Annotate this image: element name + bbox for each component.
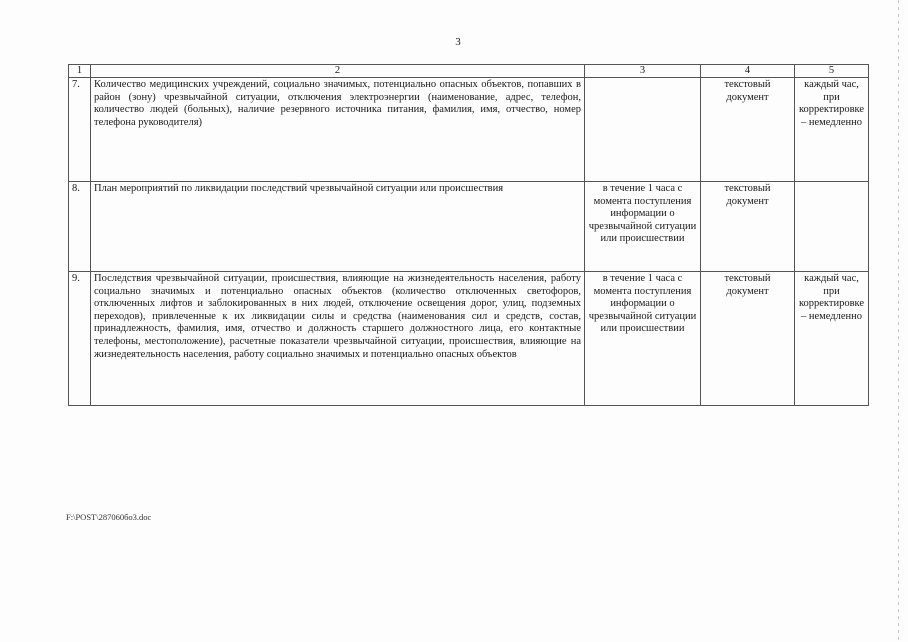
row-number: 8.: [69, 182, 91, 272]
table-row: [69, 182, 869, 272]
table-header-row: [69, 65, 869, 78]
row-description: Количество медицинских учреждений, социально значимых, потенциально опасных объектов, попавших в район (зону) чрезвычайной ситуации, отключения электроэнергии (наименование, адрес, телефон, количество людей (больных), наличие резервного источника питания, фамилия, имя, отчество, номер телефона руководителя): [91, 78, 585, 182]
header-cell-4: 4: [701, 65, 795, 78]
row-form: текстовый документ: [701, 78, 795, 182]
row-number: 9.: [69, 272, 91, 406]
report-table: [68, 64, 869, 406]
row-time: в течение 1 часа с момента поступления информации о чрезвычайной ситуации или происшествии: [585, 182, 701, 272]
header-cell-5: 5: [795, 65, 869, 78]
row-description: План мероприятий по ликвидации последствий чрезвычайной ситуации или происшествия: [91, 182, 585, 272]
scan-edge-line: [898, 0, 899, 642]
row-number: 7.: [69, 78, 91, 182]
page-number: 3: [455, 36, 461, 48]
table-row: [69, 272, 869, 406]
row-frequency: каждый час, при корректировке – немедленно: [795, 78, 869, 182]
row-form: текстовый документ: [701, 182, 795, 272]
row-form: текстовый документ: [701, 272, 795, 406]
row-time: [585, 78, 701, 182]
row-time: в течение 1 часа с момента поступления информации о чрезвычайной ситуации или происшествии: [585, 272, 701, 406]
row-frequency: каждый час, при корректировке – немедленно: [795, 272, 869, 406]
file-path-footer: F:\POST\287060бо3.doc: [66, 512, 152, 522]
table-row: [69, 78, 869, 182]
header-cell-3: 3: [585, 65, 701, 78]
header-cell-2: 2: [91, 65, 585, 78]
row-frequency: [795, 182, 869, 272]
row-description: Последствия чрезвычайной ситуации, происшествия, влияющие на жизнедеятельность населения, работу социально значимых и потенциально опасных объектов (количество отключенных светофоров, отключенных лифтов и заблокированных в них людей, отключение освещения дорог, улиц, подземных переходов), привлеченные к их ликвидации силы и средства (наименования сил и средств, состав, принадлежность, фамилия, имя, отчество и должность старшего должностного лица, его контактные телефоны, местоположение), расчетные показатели чрезвычайной ситуации, происшествия, влияющие на жизнедеятельность населения, работу социально значимых и потенциально опасных объектов: [91, 272, 585, 406]
header-cell-1: 1: [69, 65, 91, 78]
